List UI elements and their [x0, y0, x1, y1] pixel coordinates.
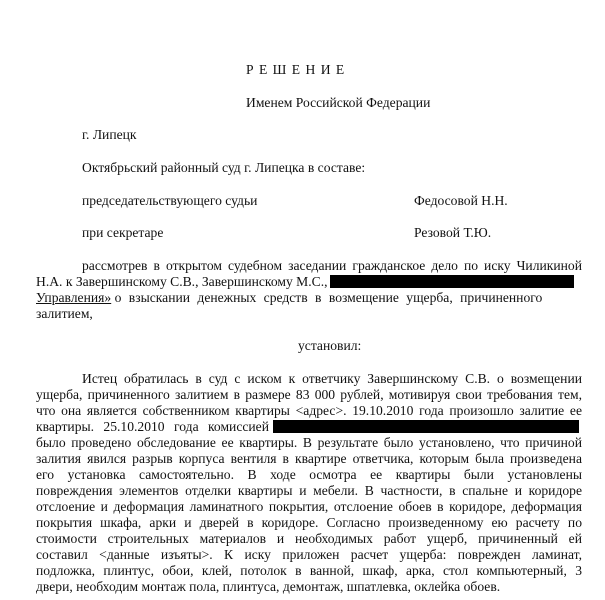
- intro-line-1: рассмотрев в открытом судебном заседании гражданское дело по иску Чиликиной: [82, 258, 582, 273]
- redaction-bar: [330, 275, 574, 288]
- body-line-4-text: квартиры. 25.10.2010 года комиссией: [36, 419, 269, 434]
- body-line-9: отслоение и деформация ламинатного покрытия, отслоение обоев в коридоре, деформация: [36, 499, 582, 514]
- body-line-2: ущерба, причиненного залитием в размере 83 000 рублей, мотивируя свои требования тем,: [36, 387, 582, 402]
- body-line-12: составил <данные изъяты>. К иску приложен расчет ущерба: поврежден ламинат,: [36, 547, 582, 562]
- body-line-3: что она является собственником квартиры <адрес>. 19.10.2010 года произошло залитие ее: [36, 403, 582, 418]
- intro-line-4: залитием,: [36, 306, 93, 321]
- body-line-13: подложка, плинтус, обои, клей, потолок в ванной, шкаф, арка, стол компьютерный, 3: [36, 563, 582, 578]
- intro-line-3-org: Управления»: [36, 290, 112, 305]
- intro-line-2: [36, 274, 574, 290]
- body-line-14: двери, необходим монтаж пола, плинтуса, демонтаж, шпатлевка, оклейка обоев.: [36, 579, 501, 594]
- established-heading: установил:: [298, 338, 362, 353]
- body-line-5: было проведено обследование ее квартиры. В результате было установлено, что причиной: [36, 435, 582, 450]
- body-line-1: Истец обратилась в суд с иском к ответчику Завершинскому С.В. о возмещении: [82, 371, 582, 386]
- doc-subtitle: Именем Российской Федерации: [246, 95, 431, 110]
- court-name: Октябрьский районный суд г. Липецка в составе:: [82, 160, 366, 175]
- secretary-name: Резовой Т.Ю.: [414, 225, 492, 240]
- doc-title: Р Е Ш Е Н И Е: [246, 62, 346, 77]
- body-line-4: [36, 419, 579, 435]
- redaction-bar: [273, 420, 579, 433]
- body-line-6: залития явился разрыв корпуса вентиля в квартире ответчика, которым была произведена: [36, 451, 582, 466]
- body-line-11: стоимости строительных материалов и необходимых работ ущерб, причиненный ей: [36, 531, 582, 546]
- body-line-7: его установка самостоятельно. В ходе осмотра ее квартиры были установлены: [36, 467, 582, 482]
- judge-label: председательствующего судьи: [82, 193, 258, 208]
- intro-line-2-text: Н.А. к Завершинскому С.В., Завершинскому М.С.,: [36, 274, 328, 289]
- secretary-label: при секретаре: [82, 225, 164, 240]
- judge-name: Федосовой Н.Н.: [414, 193, 508, 208]
- body-line-8: повреждения элементов отделки квартиры и мебели. В частности, в спальне и коридоре: [36, 483, 582, 498]
- intro-line-3-text: о взыскании денежных средств в возмещение ущерба, причиненного: [114, 290, 543, 305]
- intro-line-3: [36, 290, 542, 306]
- body-line-10: покрытия шкафа, арки и дверей в коридоре. Согласно произведенному ею расчету по: [36, 515, 582, 530]
- city: г. Липецк: [82, 127, 137, 142]
